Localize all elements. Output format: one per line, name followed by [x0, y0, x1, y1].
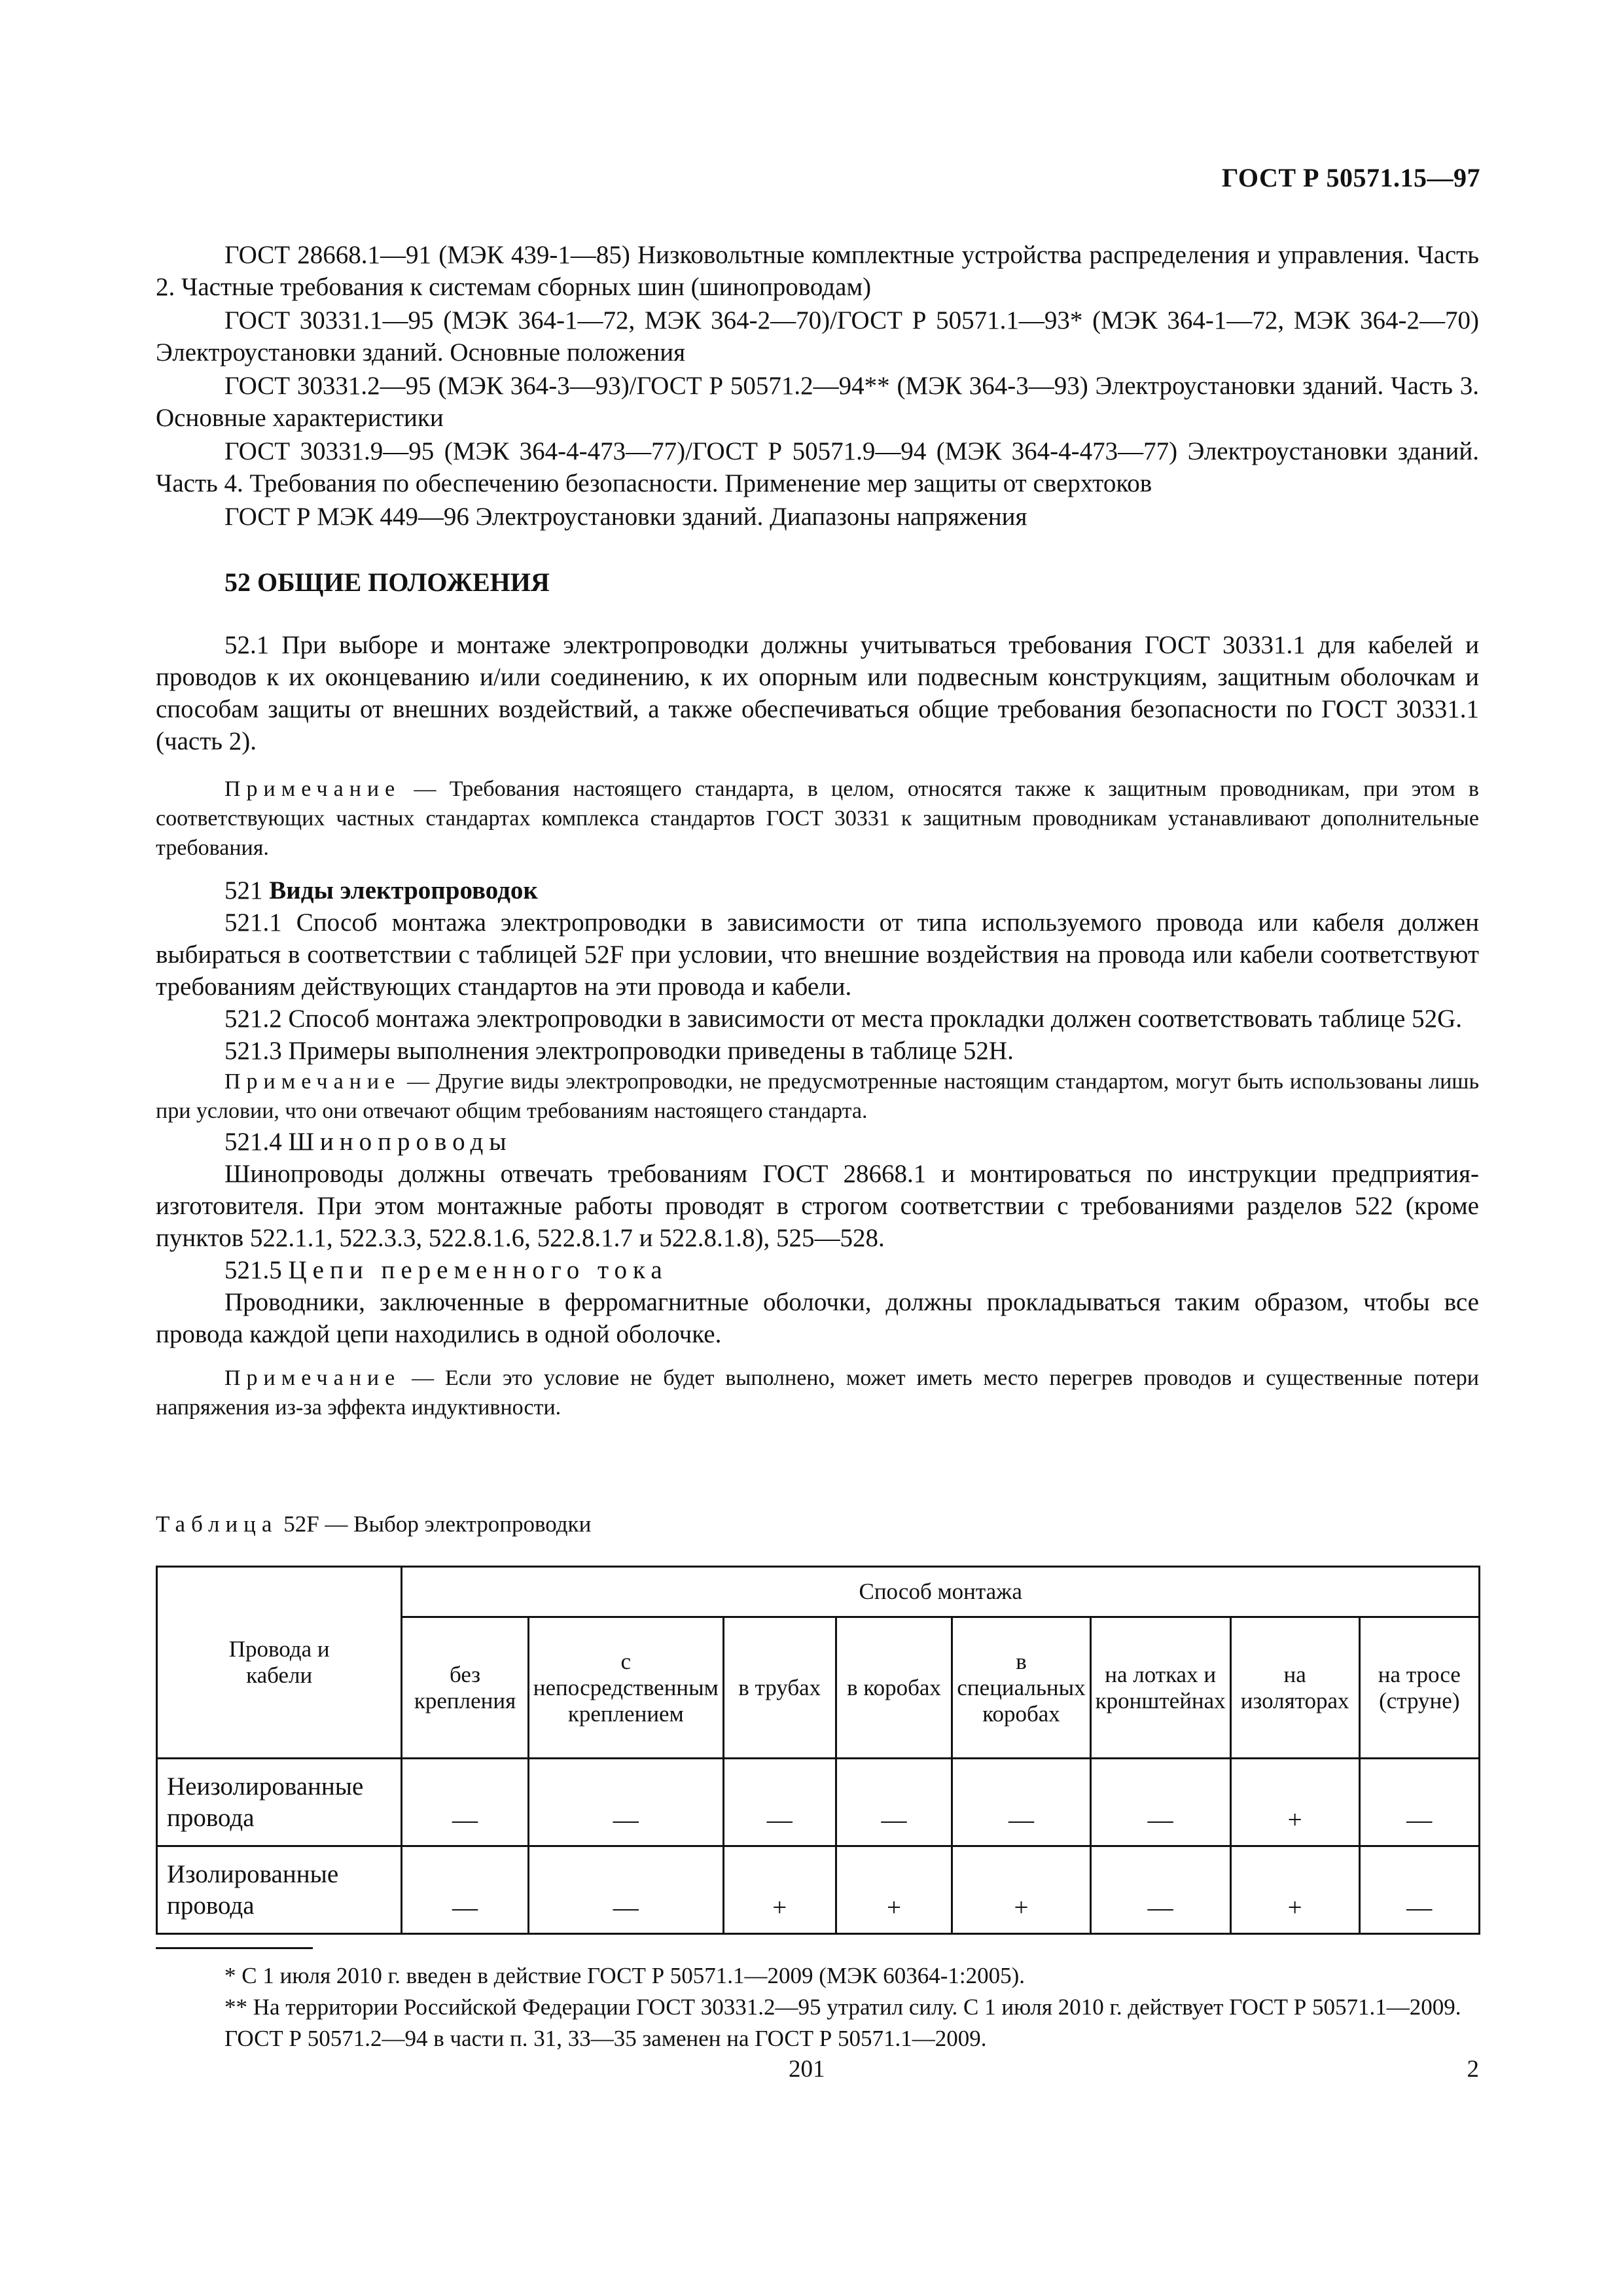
table-cell: — [1359, 1846, 1479, 1934]
note-3 [156, 1363, 1479, 1422]
column-header: на изоляторах [1230, 1617, 1359, 1759]
column-header: в трубах [723, 1617, 836, 1759]
note-label: Примечание [224, 1366, 401, 1390]
table-row [157, 1759, 1480, 1846]
group-header-cell: Способ монтажа [402, 1567, 1480, 1617]
table-cell: + [1230, 1846, 1359, 1934]
column-header: на тросе (струне) [1359, 1617, 1479, 1759]
row-header-cell: Провода и кабели [157, 1567, 402, 1759]
footnotes [156, 1960, 1480, 2054]
footnote-2: ** На территории Российской Федерации ГОСТ 30331.2—95 утратил силу. С 1 июля 2010 г. действует ГОСТ Р 50571.1—2009. [224, 1994, 1461, 2020]
table-caption-label: Таблица [156, 1511, 278, 1537]
note-2 [156, 1067, 1479, 1126]
subsection-521-5 [156, 1254, 1479, 1286]
paragraph-52-1: 52.1 При выборе и монтаже электропроводки должны учитываться требования ГОСТ 30331.1 для кабелей и проводов к их оконцеванию и/или соединению, к их опорным или подвесным конструкциям, защитным оболочкам и способам защиты от внешних воздействий, а также обеспечиваться общие требования безопасности по ГОСТ 30331.1 (часть 2). [156, 631, 1479, 755]
paragraph-521-5: Проводники, заключенные в ферромагнитные оболочки, должны прокладываться таким образом, чтобы все провода каждой цепи находились в одной оболочке. [156, 1288, 1479, 1348]
note-1 [156, 774, 1479, 863]
page-number-center: 201 [789, 2056, 825, 2083]
table-header-row [157, 1567, 1480, 1617]
column-header: с непосредственным креплением [528, 1617, 723, 1759]
page-number-right: 2 [1467, 2056, 1479, 2083]
table-cell: — [836, 1759, 952, 1846]
table-cell: + [836, 1846, 952, 1934]
section-heading: 52 ОБЩИЕ ПОЛОЖЕНИЯ [224, 567, 550, 597]
table-cell: — [1090, 1846, 1230, 1934]
subsection-521 [156, 874, 1479, 906]
document-body [156, 239, 1479, 1422]
column-header: на лотках и кронштейнах [1090, 1617, 1230, 1759]
subsection-number: 521 [224, 876, 270, 905]
table-cell: + [723, 1846, 836, 1934]
ref-gost-30331-1: ГОСТ 30331.1—95 (МЭК 364-1—72, МЭК 364-2—70)/ГОСТ Р 50571.1—93* (МЭК 364-1—72, МЭК 364-2—70) Электроустановки зданий. Основные положения [156, 306, 1479, 367]
document-header: ГОСТ Р 50571.15—97 [1221, 163, 1480, 192]
table-row [157, 1846, 1480, 1934]
column-header: без крепления [402, 1617, 528, 1759]
column-header: в коробах [836, 1617, 952, 1759]
subsection-title: Шинопроводы [288, 1128, 512, 1156]
subsection-title: Виды электропроводок [269, 876, 538, 905]
wiring-table [156, 1566, 1480, 1935]
table-cell: — [528, 1846, 723, 1934]
note-label: Примечание [224, 777, 401, 801]
row-label: Неизолированные провода [157, 1759, 402, 1846]
footnote-3: ГОСТ Р 50571.2—94 в части п. 31, 33—35 заменен на ГОСТ Р 50571.1—2009. [224, 2026, 987, 2051]
subsection-title: Цепи переменного тока [288, 1256, 668, 1284]
table-cell: + [1230, 1759, 1359, 1846]
note-text: — Если это условие не будет выполнено, может иметь место перегрев проводов и существенные потери напряжения из-за эффекта индуктивности. [156, 1366, 1479, 1420]
table-cell: — [402, 1846, 528, 1934]
table-cell: — [1090, 1759, 1230, 1846]
paragraph-521-2: 521.2 Способ монтажа электропроводки в зависимости от места прокладки должен соответствовать таблице 52G. [224, 1005, 1462, 1033]
table-cell: + [952, 1846, 1090, 1934]
paragraph-521-4: Шинопроводы должны отвечать требованиям ГОСТ 28668.1 и монтироваться по инструкции предприятия-изготовителя. При этом монтажные работы проводят в строгом соответствии с требованиями разделов 522 (кроме пунктов 522.1.1, 522.3.3, 522.8.1.6, 522.8.1.7 и 522.8.1.8), 525—528. [156, 1160, 1479, 1252]
note-text: — Требования настоящего стандарта, в целом, относятся также к защитным проводникам, при этом в соответствующих частных стандартах комплекса стандартов ГОСТ 30331 к защитным проводникам устанавливают дополнительные требования. [156, 777, 1479, 860]
ref-gost-30331-9: ГОСТ 30331.9—95 (МЭК 364-4-473—77)/ГОСТ Р 50571.9—94 (МЭК 364-4-473—77) Электроустановки зданий. Часть 4. Требования по обеспечению безопасности. Применение мер защиты от сверхтоков [156, 437, 1479, 497]
table-caption-text: 52F — Выбор электропроводки [277, 1511, 592, 1537]
ref-gost-30331-2: ГОСТ 30331.2—95 (МЭК 364-3—93)/ГОСТ Р 50571.2—94** (МЭК 364-3—93) Электроустановки зданий. Часть 3. Основные характеристики [156, 372, 1479, 432]
table-caption [156, 1511, 591, 1537]
row-label: Изолированные провода [157, 1846, 402, 1934]
subsection-521-4 [156, 1126, 1479, 1158]
note-text: — Другие виды электропроводки, не предусмотренные настоящим стандартом, могут быть использованы лишь при условии, что они отвечают общим требованиям настоящего стандарта. [156, 1069, 1479, 1123]
footnote-divider [156, 1947, 313, 1949]
table-cell: — [1359, 1759, 1479, 1846]
paragraph-521-3: 521.3 Примеры выполнения электропроводки приведены в таблице 52H. [224, 1037, 1014, 1065]
column-header: в специальных коробах [952, 1617, 1090, 1759]
table-cell: — [723, 1759, 836, 1846]
footnote-1: * С 1 июля 2010 г. введен в действие ГОСТ Р 50571.1—2009 (МЭК 60364-1:2005). [224, 1963, 1026, 1988]
subsection-number: 521.5 [224, 1256, 289, 1284]
paragraph-521-1: 521.1 Способ монтажа электропроводки в зависимости от типа используемого провода или кабеля должен выбираться в соответствии с таблицей 52F при условии, что внешние воздействия на провода или кабели соответствуют требованиям действующих стандартов на эти провода и кабели. [156, 908, 1479, 1001]
note-label: Примечание [224, 1069, 401, 1094]
subsection-number: 521.4 [224, 1128, 289, 1156]
ref-gost-mek-449: ГОСТ Р МЭК 449—96 Электроустановки зданий. Диапазоны напряжения [224, 503, 1027, 531]
table-cell: — [528, 1759, 723, 1846]
table-cell: — [402, 1759, 528, 1846]
table-cell: — [952, 1759, 1090, 1846]
ref-gost-28668: ГОСТ 28668.1—91 (МЭК 439-1—85) Низковольтные комплектные устройства распределения и управления. Часть 2. Частные требования к системам сборных шин (шинопроводам) [156, 241, 1479, 301]
